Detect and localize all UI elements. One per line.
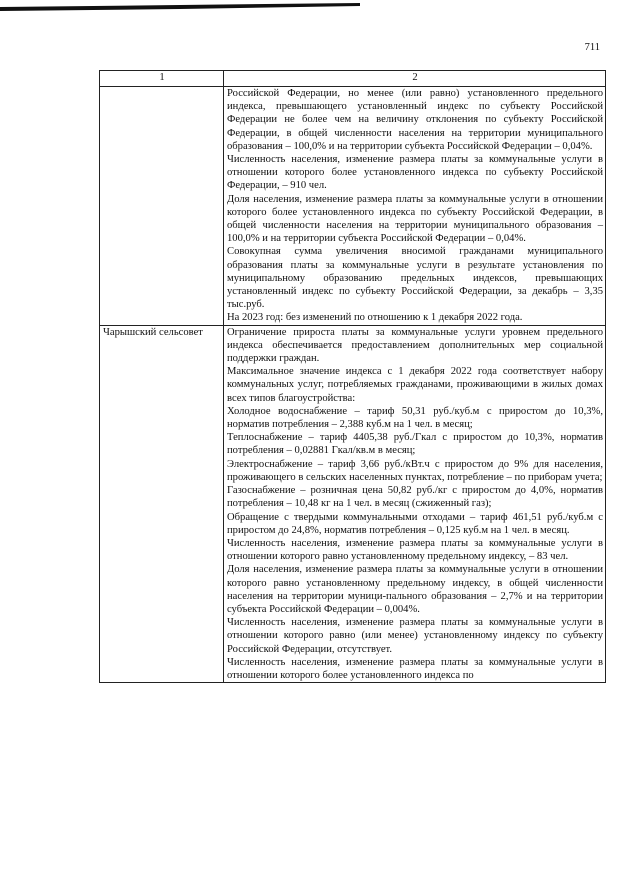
- paragraph: Совокупная сумма увеличения вносимой гражданами муниципального образования платы за коммунальные услуги в результате установления по муниципальному образованию предельных индексов, превышающих установленный индекс по субъекту Российской Федерации, за декабрь – 3,35 тыс.руб.: [227, 246, 603, 311]
- paragraph: Численность населения, изменение размера платы за коммунальные услуги в отношении которого равно (или менее) установленному индексу по субъекту Российской Федерации, отсутствует.: [227, 617, 603, 655]
- scan-edge-mark: [0, 3, 360, 12]
- header-cell-1: 1: [100, 71, 224, 87]
- row-content-cell: [224, 325, 606, 682]
- table-row: [100, 325, 606, 682]
- paragraph: Доля населения, изменение размера платы за коммунальные услуги в отношении которого более установленного индекса по субъекту Российской Федерации, в общей численности населения на территории муниципального образования – 100,0% и на территории субъекта Российской Федерации – 0,04%.: [227, 193, 603, 245]
- row-content-cell: [224, 87, 606, 326]
- paragraph: Численность населения, изменение размера платы за коммунальные услуги в отношении которого равно установленному предельному индексу, – 83 чел.: [227, 537, 603, 563]
- document-table: [99, 70, 606, 683]
- paragraph: Численность населения, изменение размера платы за коммунальные услуги в отношении которого более установленного индекса по: [227, 656, 603, 681]
- header-cell-2: 2: [224, 71, 606, 87]
- paragraph: Обращение с твердыми коммунальными отходами – тариф 461,51 руб./куб.м с приростом до 24,8%, норматив потребления – 0,125 куб.м на 1 чел. в месяц.: [227, 511, 603, 536]
- paragraph: Ограничение прироста платы за коммунальные услуги уровнем предельного индекса обеспечивается предоставлением дополнительных мер социальной поддержки граждан.: [227, 326, 603, 365]
- row-label-cell: Чарышский сельсовет: [100, 325, 224, 682]
- paragraph: Максимальное значение индекса с 1 декабря 2022 года соответствует набору коммунальных услуг, потребляемых гражданами, проживающими в жилых домах всех типов благоустройства:: [227, 366, 603, 404]
- paragraph: На 2023 год: без изменений по отношению к 1 декабря 2022 года.: [227, 312, 523, 324]
- page-number: 711: [584, 42, 600, 53]
- table-header-row: [100, 71, 606, 87]
- paragraph: Российской Федерации, но менее (или равно) установленного предельного индекса, превышающего установленный индекс по субъекту Российской Федерации не более чем на величину отклонения по субъекту Российской Федерации, в общей численности населения на территории муниципального образования – 100,0% и на территории субъекта Российской Федерации – 0,04%.: [227, 88, 603, 152]
- paragraph: Численность населения, изменение размера платы за коммунальные услуги в отношении которого более установленного индекса по субъекту Российской Федерации, – 910 чел.: [227, 154, 603, 192]
- paragraph: Электроснабжение – тариф 3,66 руб./кВт.ч с приростом до 9% для населения, проживающего в сельских населенных пунктах, потребление – по приборам учета;: [227, 458, 603, 483]
- paragraph: Доля населения, изменение размера платы за коммунальные услуги в отношении которого равно установленному предельному индексу, в общей численности населения на территории муници-пального образования – 2,7% и на территории субъекта Российской Федерации – 0,004%.: [227, 564, 603, 615]
- paragraph: Газоснабжение – розничная цена 50,82 руб./кг с приростом до 4,0%, норматив потребления – 10,48 кг на 1 чел. в месяц (сжиженный газ);: [227, 485, 603, 510]
- row-label-cell: [100, 87, 224, 326]
- paragraph: Теплоснабжение – тариф 4405,38 руб./Гкал с приростом до 10,3%, норматив потребления – 0,02881 Гкал/кв.м в месяц;: [227, 432, 603, 457]
- paragraph: Холодное водоснабжение – тариф 50,31 руб./куб.м с приростом до 10,3%, норматив потребления – 2,388 куб.м на 1 чел. в месяц;: [227, 405, 603, 431]
- table-row: [100, 87, 606, 326]
